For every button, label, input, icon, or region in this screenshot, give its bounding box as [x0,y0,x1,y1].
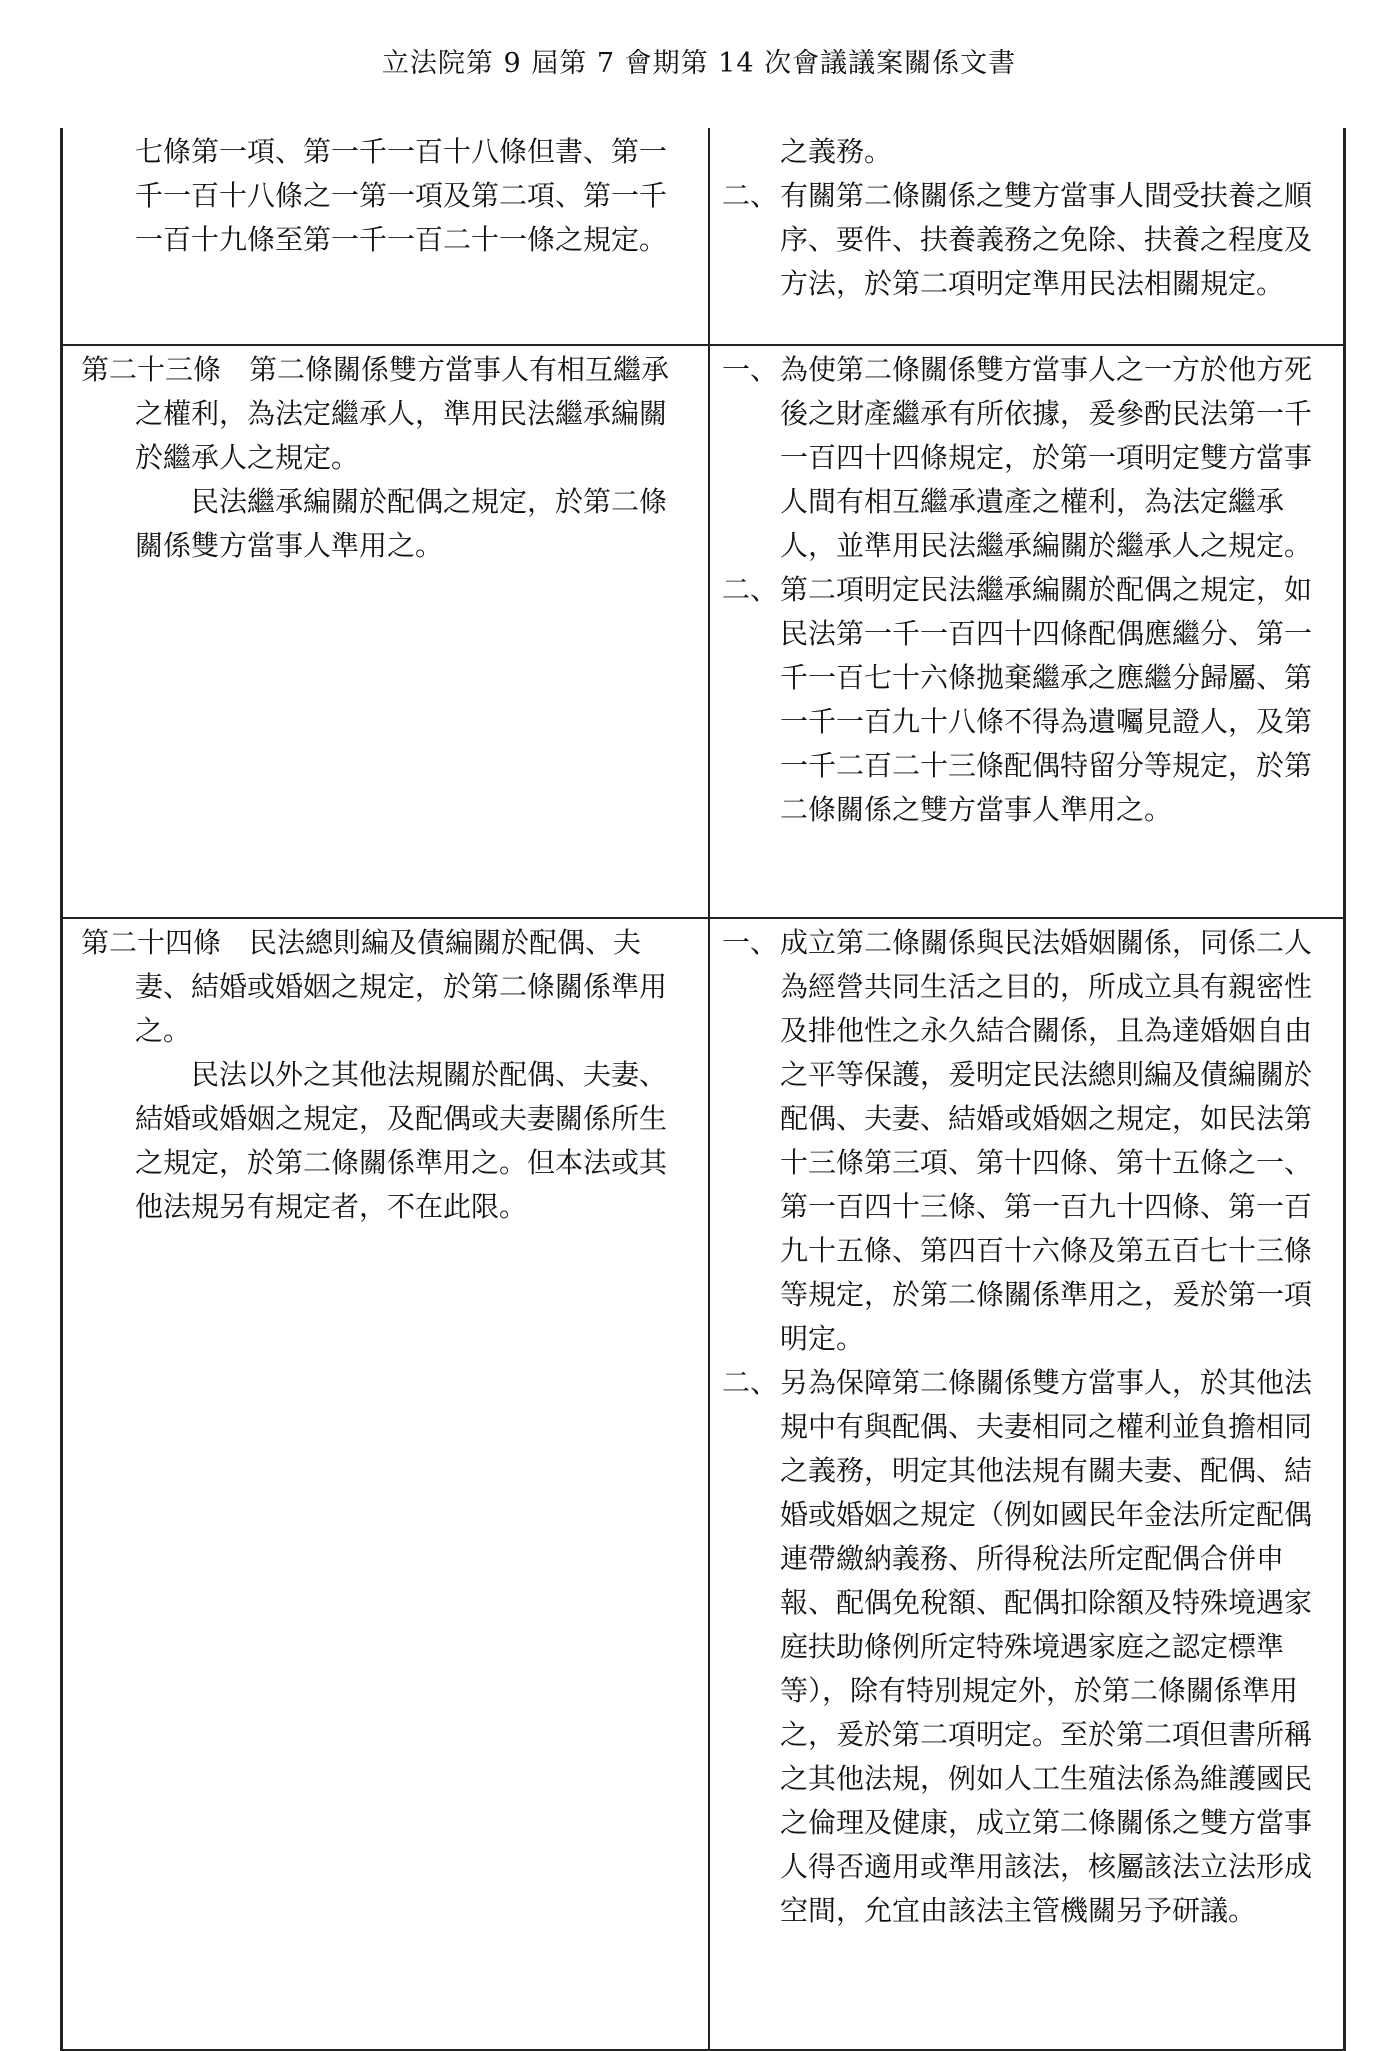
article-text: 民法總則編及債編關於配偶、夫妻、結婚或婚姻之規定，於第二條關係準用之。 [135,926,668,1047]
article-cell [62,128,710,345]
article-paragraph [81,921,686,1053]
article-paragraph: 民法以外之其他法規關於配偶、夫妻、結婚或婚姻之規定，及配偶或夫妻關係所生之規定，於第二條關係準用之。但本法或其他法規另有規定者，不在此限。 [135,1058,668,1223]
note-text: 成立第二條關係與民法婚姻關係，同係二人為經營共同生活之目的，所成立具有親密性及排他性之永久結合關係，且為達婚姻自由之平等保護，爰明定民法總則編及債編關於配偶、夫妻、結婚或婚姻之規定，如民法第十三條第三項、第十四條、第十五條之一、第一百四十三條、第一百九十四條、第一百九十五條、第四百十六條及第五百七十三條等規定，於第二條關係準用之，爰於第一項明定。 [780,926,1313,1355]
note-number: 二、 [721,179,778,212]
table-row [62,918,1345,2050]
explanation-cell [709,128,1345,345]
article-title: 第二十三條 [81,353,222,386]
explanation-note [720,1361,1321,1933]
explanation-note [720,568,1321,832]
table-row [62,345,1345,918]
article-cell [62,918,710,2050]
note-number: 二、 [721,573,778,606]
table-row [62,128,1345,345]
note-number: 一、 [721,926,778,959]
explanation-continuation: 之義務。 [780,135,893,168]
note-text: 第二項明定民法繼承編關於配偶之規定，如民法第一千一百四十四條配偶應繼分、第一千一百七十六條拋棄繼承之應繼分歸屬、第一千一百九十八條不得為遺囑見證人，及第一千二百二十三條配偶特留分等規定，於第二條關係之雙方當事人準用之。 [780,573,1313,826]
article-text: 第二條關係雙方當事人有相互繼承之權利，為法定繼承人，準用民法繼承編關於繼承人之規定。 [135,353,670,474]
note-number: 一、 [721,353,778,386]
note-text: 另為保障第二條關係雙方當事人，於其他法規中有與配偶、夫妻相同之權利並負擔相同之義務，明定其他法規有關夫妻、配偶、結婚或婚姻之規定（例如國民年金法所定配偶連帶繳納義務、所得稅法所定配偶合併申報、配偶免稅額、配偶扣除額及特殊境遇家庭扶助條例所定特殊境遇家庭之認定標準等），除有特別規定外，於第二條關係準用之，爰於第二項明定。至於第二項但書所稱之其他法規，例如人工生殖法係為維護國民之倫理及健康，成立第二條關係之雙方當事人得否適用或準用該法，核屬該法立法形成空間，允宜由該法主管機關另予研議。 [780,1366,1313,1927]
comparison-table [60,128,1346,2051]
article-paragraph [81,348,686,480]
article-paragraph: 民法繼承編關於配偶之規定，於第二條關係雙方當事人準用之。 [135,485,668,562]
note-text: 有關第二條關係之雙方當事人間受扶養之順序、要件、扶養義務之免除、扶養之程度及方法，於第二項明定準用民法相關規定。 [780,179,1313,300]
explanation-cell [709,345,1345,918]
article-cell [62,345,710,918]
note-number: 二、 [721,1366,778,1399]
explanation-note [720,174,1321,306]
explanation-cell [709,918,1345,2050]
article-continuation: 七條第一項、第一千一百十八條但書、第一千一百十八條之一第一項及第二項、第一千一百十九條至第一千一百二十一條之規定。 [135,135,668,256]
page-header: 立法院第 9 屆第 7 會期第 14 次會議議案關係文書 [381,48,1017,79]
explanation-note [720,348,1321,568]
explanation-note [720,921,1321,1361]
article-title: 第二十四條 [81,926,222,959]
note-text: 為使第二條關係雙方當事人之一方於他方死後之財產繼承有所依據，爰參酌民法第一千一百四十四條規定，於第一項明定雙方當事人間有相互繼承遺產之權利，為法定繼承人，並準用民法繼承編關於繼承人之規定。 [780,353,1313,562]
